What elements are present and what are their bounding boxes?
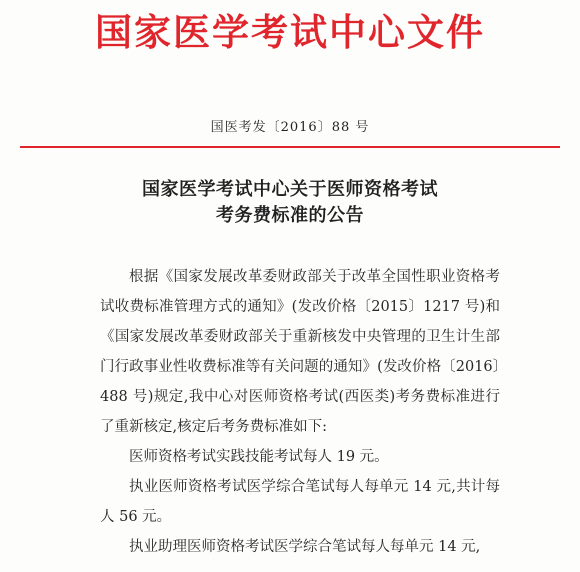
red-divider-line (20, 146, 560, 148)
document-body (100, 262, 500, 562)
notice-title-line-1: 国家医学考试中心关于医师资格考试 (142, 179, 438, 200)
body-paragraph-fee-basis: 根据《国家发展改革委财政部关于改革全国性职业资格考试收费标准管理方式的通知》(发改价格〔2015〕1217 号)和《国家发展改革委财政部关于重新核发中央管理的卫生计生部门行政事业性收费标准等有关问题的通知》(发改价格〔2016〕488 号)规定,我中心对医师资格考试(西医类)考务费标准进行了重新核定,核定后考务费标准如下: (100, 269, 500, 435)
body-paragraph-assistant-exam: 执业助理医师资格考试医学综合笔试每人每单元 14 元, (129, 539, 481, 555)
document-header-title: 国家医学考试中心文件 (95, 10, 485, 54)
document-number: 国医考发〔2016〕88 号 (210, 120, 370, 135)
body-paragraph-practical-exam: 医师资格考试实践技能考试每人 19 元。 (129, 449, 389, 465)
notice-title-line-2: 考务费标准的公告 (216, 205, 364, 226)
body-paragraph-physician-exam: 执业医师资格考试医学综合笔试每人每单元 14 元,共计每人 56 元。 (100, 479, 500, 525)
